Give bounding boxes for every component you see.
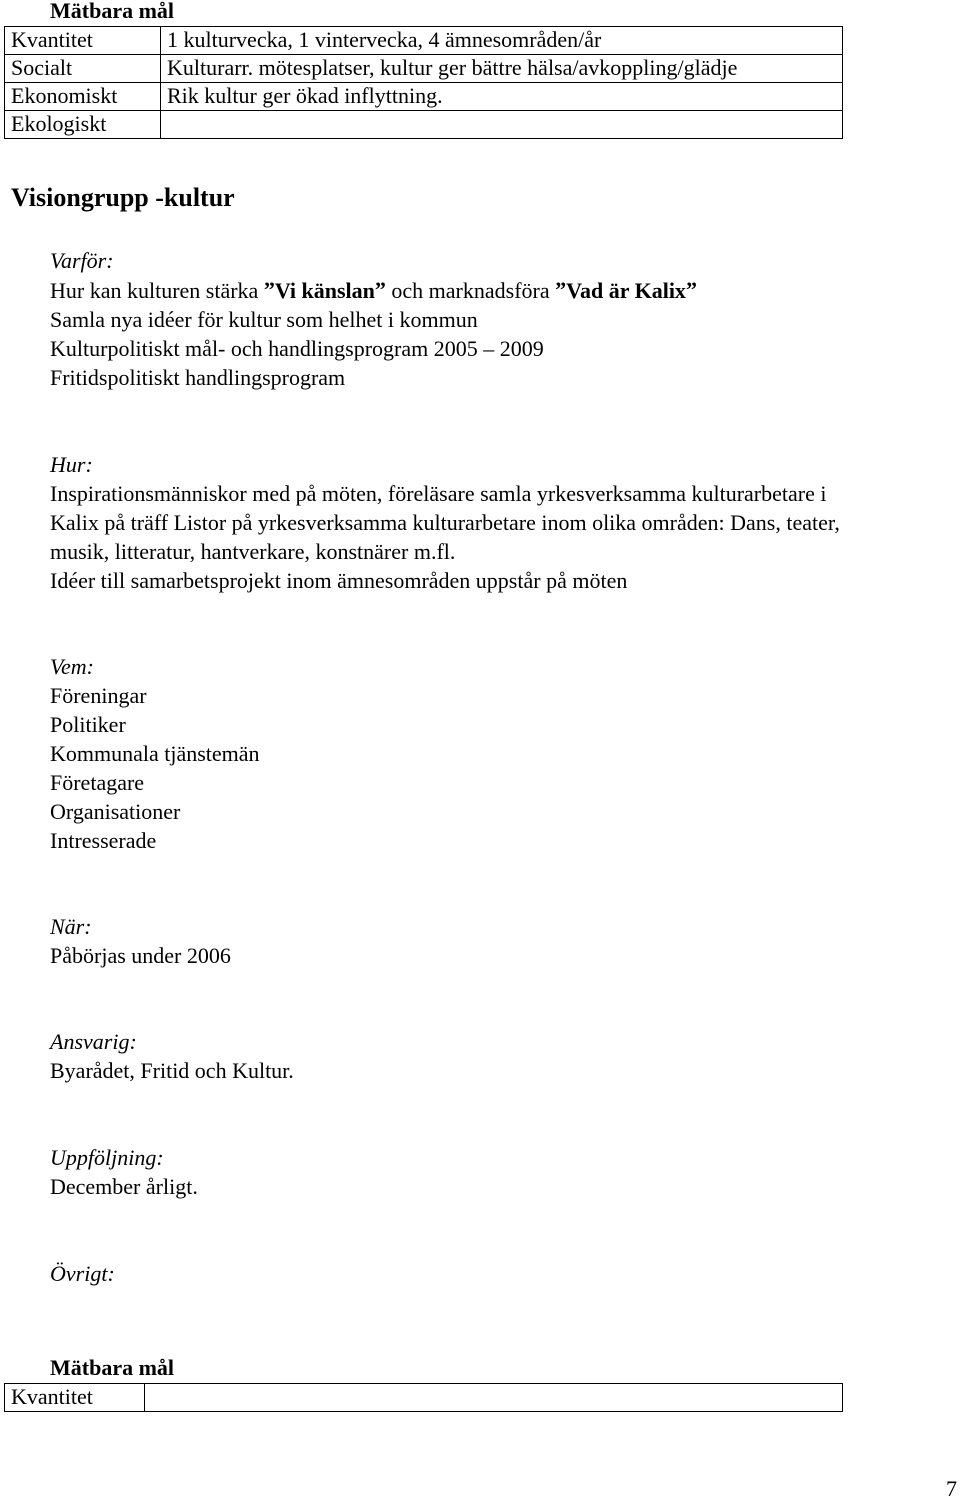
vem-label: Vem: — [50, 654, 94, 679]
list-item: Kommunala tjänstemän — [50, 741, 260, 766]
measure-value — [145, 1384, 843, 1412]
list-item: Politiker — [50, 712, 126, 737]
varfor-line-1 — [50, 278, 697, 304]
hur-line: Idéer till samarbetsprojekt inom ämnesområden uppstår på möten — [50, 568, 628, 593]
quote-mark: ” — [374, 277, 386, 302]
measure-label: Ekonomiskt — [5, 83, 161, 111]
varfor-line: Samla nya idéer för kultur som helhet i kommun — [50, 307, 478, 332]
table-row — [5, 27, 843, 55]
varfor-emphasis: Vad är Kalix — [566, 278, 686, 303]
nar-label: När: — [50, 914, 92, 939]
varfor-text: Hur kan kulturen stärka — [50, 278, 264, 303]
table-row — [5, 1384, 843, 1412]
bottom-measures-heading: Mätbara mål — [50, 1355, 175, 1380]
list-item: Intresserade — [50, 828, 157, 853]
varfor-line: Fritidspolitiskt handlingsprogram — [50, 365, 346, 390]
hur-line: Kalix på träff Listor på yrkesverksamma kulturarbetare inom olika områden: Dans, teater, — [50, 510, 840, 535]
hur-line: Inspirationsmänniskor med på möten, föreläsare samla yrkesverksamma kulturarbetare i — [50, 481, 827, 506]
page-number: 7 — [946, 1476, 957, 1501]
quote-mark: ” — [263, 277, 275, 302]
measure-label: Kvantitet — [5, 27, 161, 55]
ovrigt-label: Övrigt: — [50, 1261, 115, 1286]
varfor-emphasis: Vi känslan — [274, 278, 375, 303]
hur-line: musik, litteratur, hantverkare, konstnärer m.fl. — [50, 539, 456, 564]
page-title: Visiongrupp -kultur — [11, 183, 235, 212]
varfor-label: Varför: — [50, 248, 114, 273]
table-row — [5, 83, 843, 111]
uppfoljning-label: Uppföljning: — [50, 1145, 164, 1170]
uppfoljning-text: December årligt. — [50, 1174, 198, 1199]
measure-value — [161, 111, 843, 139]
top-measures-heading: Mätbara mål — [50, 0, 175, 23]
measure-label: Socialt — [5, 55, 161, 83]
quote-mark: ” — [685, 277, 697, 302]
measure-label: Ekologiskt — [5, 111, 161, 139]
list-item: Företagare — [50, 770, 145, 795]
hur-label: Hur: — [50, 452, 93, 477]
measure-value: Kulturarr. mötesplatser, kultur ger bättre hälsa/avkoppling/glädje — [161, 55, 843, 83]
list-item: Föreningar — [50, 683, 147, 708]
ansvarig-label: Ansvarig: — [50, 1029, 137, 1054]
measure-value: Rik kultur ger ökad inflyttning. — [161, 83, 843, 111]
ansvarig-text: Byarådet, Fritid och Kultur. — [50, 1058, 294, 1083]
top-measures-table — [4, 26, 843, 139]
bottom-measures-table — [4, 1383, 843, 1412]
measure-label: Kvantitet — [5, 1384, 145, 1412]
quote-mark: ” — [555, 277, 567, 302]
list-item: Organisationer — [50, 799, 181, 824]
measure-value: 1 kulturvecka, 1 vintervecka, 4 ämnesområden/år — [161, 27, 843, 55]
nar-text: Påbörjas under 2006 — [50, 943, 231, 968]
table-row — [5, 55, 843, 83]
varfor-line: Kulturpolitiskt mål- och handlingsprogram 2005 – 2009 — [50, 336, 544, 361]
varfor-text: och marknadsföra — [385, 278, 556, 303]
table-row — [5, 111, 843, 139]
